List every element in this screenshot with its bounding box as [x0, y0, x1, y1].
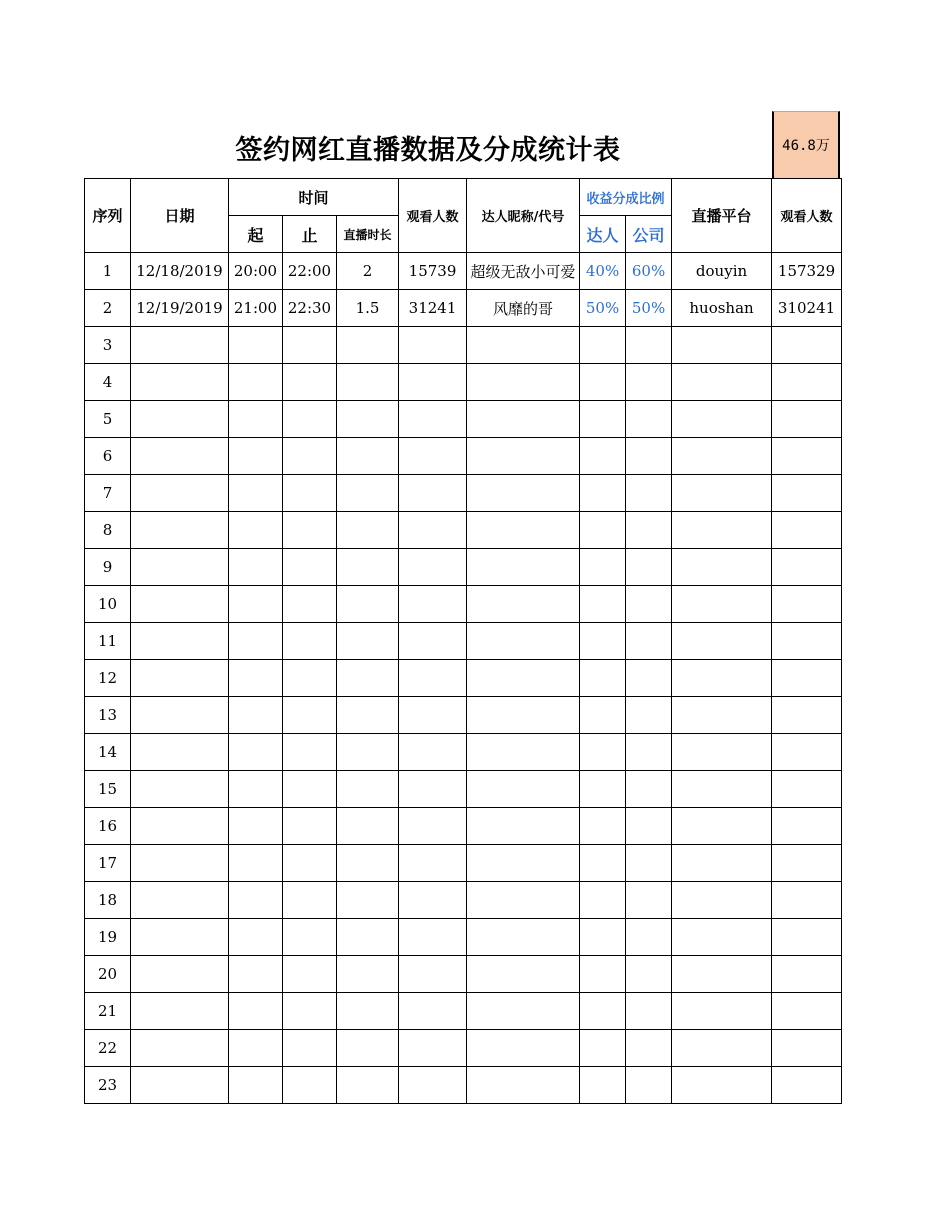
- cell-index[interactable]: 6: [85, 438, 131, 475]
- cell-date[interactable]: [131, 327, 229, 364]
- cell-date[interactable]: [131, 438, 229, 475]
- cell-end[interactable]: 22:00: [283, 253, 337, 290]
- cell-company-pct[interactable]: [626, 734, 672, 771]
- table-row: [85, 660, 842, 697]
- cell-platform[interactable]: [672, 549, 772, 586]
- cell-end[interactable]: [283, 475, 337, 512]
- cell-influencer-pct[interactable]: [580, 697, 626, 734]
- cell-date[interactable]: [131, 364, 229, 401]
- cell-index[interactable]: 8: [85, 512, 131, 549]
- cell-start[interactable]: [229, 512, 283, 549]
- cell-company-pct[interactable]: [626, 956, 672, 993]
- cell-duration[interactable]: [337, 993, 399, 1030]
- cell-platform[interactable]: huoshan: [672, 290, 772, 327]
- cell-viewers[interactable]: [399, 993, 467, 1030]
- cell-viewers[interactable]: [399, 364, 467, 401]
- cell-platform[interactable]: [672, 808, 772, 845]
- cell-influencer-pct[interactable]: [580, 771, 626, 808]
- cell-influencer-pct[interactable]: [580, 845, 626, 882]
- table-row: [85, 475, 842, 512]
- cell-company-pct[interactable]: [626, 327, 672, 364]
- cell-end[interactable]: 22:30: [283, 290, 337, 327]
- cell-start[interactable]: [229, 808, 283, 845]
- table-row: [85, 586, 842, 623]
- cell-platform[interactable]: [672, 734, 772, 771]
- cell-start[interactable]: [229, 697, 283, 734]
- cell-end[interactable]: [283, 549, 337, 586]
- cell-date[interactable]: [131, 549, 229, 586]
- cell-index[interactable]: 12: [85, 660, 131, 697]
- cell-index[interactable]: 15: [85, 771, 131, 808]
- cell-duration[interactable]: [337, 1030, 399, 1067]
- cell-company-pct[interactable]: [626, 475, 672, 512]
- cell-influencer-pct[interactable]: [580, 1067, 626, 1104]
- cell-company-pct[interactable]: [626, 512, 672, 549]
- cell-end[interactable]: [283, 512, 337, 549]
- table-row: [85, 623, 842, 660]
- table-row: [85, 993, 842, 1030]
- cell-duration[interactable]: [337, 549, 399, 586]
- cell-platform[interactable]: [672, 623, 772, 660]
- cell-end[interactable]: [283, 1030, 337, 1067]
- cell-platform[interactable]: [672, 660, 772, 697]
- cell-duration[interactable]: [337, 1067, 399, 1104]
- cell-influencer-pct[interactable]: [580, 993, 626, 1030]
- cell-nickname[interactable]: 风靡的哥: [467, 290, 580, 327]
- cell-platform[interactable]: [672, 956, 772, 993]
- cell-end[interactable]: [283, 771, 337, 808]
- cell-platform-viewers[interactable]: [772, 734, 842, 771]
- cell-influencer-pct[interactable]: [580, 512, 626, 549]
- cell-end[interactable]: [283, 364, 337, 401]
- cell-platform[interactable]: [672, 438, 772, 475]
- cell-index[interactable]: 17: [85, 845, 131, 882]
- cell-end[interactable]: [283, 993, 337, 1030]
- cell-duration[interactable]: [337, 475, 399, 512]
- cell-platform[interactable]: douyin: [672, 253, 772, 290]
- cell-influencer-pct[interactable]: [580, 475, 626, 512]
- header-start[interactable]: 起: [229, 216, 283, 253]
- cell-viewers[interactable]: [399, 771, 467, 808]
- cell-company-pct[interactable]: [626, 401, 672, 438]
- cell-start[interactable]: [229, 734, 283, 771]
- cell-nickname[interactable]: [467, 401, 580, 438]
- cell-index[interactable]: 10: [85, 586, 131, 623]
- cell-viewers[interactable]: [399, 956, 467, 993]
- cell-nickname[interactable]: [467, 549, 580, 586]
- cell-platform-viewers[interactable]: [772, 401, 842, 438]
- cell-index[interactable]: 4: [85, 364, 131, 401]
- cell-company-pct[interactable]: [626, 364, 672, 401]
- cell-platform-viewers[interactable]: [772, 327, 842, 364]
- cell-index[interactable]: 5: [85, 401, 131, 438]
- cell-index[interactable]: 19: [85, 919, 131, 956]
- cell-nickname[interactable]: [467, 586, 580, 623]
- cell-viewers[interactable]: [399, 549, 467, 586]
- header-revenue-share[interactable]: 收益分成比例: [580, 179, 672, 216]
- cell-platform-viewers[interactable]: [772, 845, 842, 882]
- cell-platform-viewers[interactable]: [772, 364, 842, 401]
- table-row: [85, 808, 842, 845]
- cell-nickname[interactable]: [467, 845, 580, 882]
- cell-start[interactable]: [229, 1067, 283, 1104]
- table-body: [85, 253, 842, 1104]
- cell-influencer-pct[interactable]: [580, 660, 626, 697]
- cell-start[interactable]: 21:00: [229, 290, 283, 327]
- cell-company-pct[interactable]: [626, 919, 672, 956]
- cell-platform[interactable]: [672, 512, 772, 549]
- data-table: [84, 178, 842, 1104]
- cell-nickname[interactable]: [467, 697, 580, 734]
- cell-nickname[interactable]: [467, 919, 580, 956]
- cell-nickname[interactable]: [467, 1030, 580, 1067]
- cell-date[interactable]: [131, 660, 229, 697]
- cell-end[interactable]: [283, 734, 337, 771]
- table-row: [85, 364, 842, 401]
- cell-platform-viewers[interactable]: 157329: [772, 253, 842, 290]
- cell-start[interactable]: [229, 660, 283, 697]
- cell-viewers[interactable]: [399, 882, 467, 919]
- cell-platform-viewers[interactable]: [772, 808, 842, 845]
- table-row: [85, 1030, 842, 1067]
- cell-index[interactable]: 11: [85, 623, 131, 660]
- cell-duration[interactable]: 1.5: [337, 290, 399, 327]
- cell-date[interactable]: [131, 475, 229, 512]
- cell-company-pct[interactable]: [626, 845, 672, 882]
- cell-date[interactable]: [131, 623, 229, 660]
- cell-duration[interactable]: [337, 697, 399, 734]
- cell-company-pct[interactable]: [626, 771, 672, 808]
- cell-platform[interactable]: [672, 771, 772, 808]
- cell-duration[interactable]: [337, 734, 399, 771]
- cell-duration[interactable]: [337, 956, 399, 993]
- cell-company-pct[interactable]: [626, 586, 672, 623]
- cell-company-pct[interactable]: [626, 660, 672, 697]
- header-end[interactable]: 止: [283, 216, 337, 253]
- cell-platform-viewers[interactable]: [772, 438, 842, 475]
- cell-influencer-pct[interactable]: [580, 438, 626, 475]
- header-nickname[interactable]: 达人昵称/代号: [467, 179, 580, 253]
- cell-date[interactable]: 12/18/2019: [131, 253, 229, 290]
- cell-platform[interactable]: [672, 882, 772, 919]
- cell-index[interactable]: 20: [85, 956, 131, 993]
- cell-start[interactable]: [229, 956, 283, 993]
- cell-platform-viewers[interactable]: [772, 697, 842, 734]
- cell-index[interactable]: 1: [85, 253, 131, 290]
- cell-duration[interactable]: [337, 845, 399, 882]
- table-row: [85, 697, 842, 734]
- cell-duration[interactable]: [337, 364, 399, 401]
- cell-nickname[interactable]: [467, 327, 580, 364]
- cell-duration[interactable]: [337, 660, 399, 697]
- cell-influencer-pct[interactable]: [580, 401, 626, 438]
- cell-duration[interactable]: [337, 882, 399, 919]
- cell-company-pct[interactable]: [626, 1030, 672, 1067]
- cell-influencer-pct[interactable]: [580, 808, 626, 845]
- cell-index[interactable]: 18: [85, 882, 131, 919]
- cell-influencer-pct[interactable]: [580, 734, 626, 771]
- cell-end[interactable]: [283, 327, 337, 364]
- cell-start[interactable]: [229, 364, 283, 401]
- cell-influencer-pct[interactable]: 50%: [580, 290, 626, 327]
- cell-index[interactable]: 23: [85, 1067, 131, 1104]
- cell-index[interactable]: 16: [85, 808, 131, 845]
- cell-viewers[interactable]: [399, 623, 467, 660]
- cell-platform[interactable]: [672, 364, 772, 401]
- cell-company-pct[interactable]: [626, 549, 672, 586]
- cell-platform[interactable]: [672, 401, 772, 438]
- table-row: [85, 401, 842, 438]
- cell-index[interactable]: 3: [85, 327, 131, 364]
- cell-end[interactable]: [283, 623, 337, 660]
- cell-end[interactable]: [283, 808, 337, 845]
- cell-start[interactable]: [229, 401, 283, 438]
- table-row: [85, 771, 842, 808]
- cell-nickname[interactable]: [467, 660, 580, 697]
- cell-platform-viewers[interactable]: [772, 771, 842, 808]
- cell-start[interactable]: [229, 475, 283, 512]
- table-row: [85, 512, 842, 549]
- header-company[interactable]: 公司: [626, 216, 672, 253]
- header-index[interactable]: 序列: [85, 179, 131, 253]
- table-row: [85, 549, 842, 586]
- cell-duration[interactable]: [337, 623, 399, 660]
- cell-duration[interactable]: [337, 771, 399, 808]
- cell-start[interactable]: [229, 919, 283, 956]
- cell-nickname[interactable]: [467, 808, 580, 845]
- cell-end[interactable]: [283, 956, 337, 993]
- cell-platform[interactable]: [672, 1030, 772, 1067]
- table-row: [85, 327, 842, 364]
- cell-nickname[interactable]: [467, 364, 580, 401]
- cell-platform-viewers[interactable]: 310241: [772, 290, 842, 327]
- cell-influencer-pct[interactable]: [580, 623, 626, 660]
- cell-end[interactable]: [283, 845, 337, 882]
- cell-platform-viewers[interactable]: [772, 586, 842, 623]
- cell-influencer-pct[interactable]: 40%: [580, 253, 626, 290]
- cell-start[interactable]: [229, 845, 283, 882]
- table-row: [85, 734, 842, 771]
- cell-company-pct[interactable]: [626, 1067, 672, 1104]
- cell-platform-viewers[interactable]: [772, 882, 842, 919]
- cell-start[interactable]: [229, 586, 283, 623]
- cell-platform-viewers[interactable]: [772, 623, 842, 660]
- page-title: 签约网红直播数据及分成统计表: [235, 134, 621, 166]
- cell-viewers[interactable]: [399, 1030, 467, 1067]
- cell-platform[interactable]: [672, 327, 772, 364]
- cell-date[interactable]: [131, 993, 229, 1030]
- header-date[interactable]: 日期: [131, 179, 229, 253]
- cell-date[interactable]: [131, 919, 229, 956]
- cell-end[interactable]: [283, 586, 337, 623]
- cell-platform[interactable]: [672, 1067, 772, 1104]
- cell-platform-viewers[interactable]: [772, 919, 842, 956]
- cell-platform-viewers[interactable]: [772, 1030, 842, 1067]
- cell-nickname[interactable]: [467, 882, 580, 919]
- cell-company-pct[interactable]: [626, 697, 672, 734]
- cell-company-pct[interactable]: [626, 808, 672, 845]
- cell-company-pct[interactable]: [626, 438, 672, 475]
- cell-duration[interactable]: [337, 401, 399, 438]
- cell-viewers[interactable]: [399, 438, 467, 475]
- cell-platform-viewers[interactable]: [772, 993, 842, 1030]
- cell-nickname[interactable]: [467, 438, 580, 475]
- header-time[interactable]: 时间: [229, 179, 399, 216]
- cell-viewers[interactable]: [399, 808, 467, 845]
- cell-viewers[interactable]: [399, 919, 467, 956]
- cell-date[interactable]: [131, 401, 229, 438]
- cell-date[interactable]: [131, 771, 229, 808]
- table-row: [85, 956, 842, 993]
- cell-platform[interactable]: [672, 475, 772, 512]
- cell-company-pct[interactable]: 50%: [626, 290, 672, 327]
- cell-date[interactable]: [131, 1067, 229, 1104]
- cell-viewers[interactable]: [399, 845, 467, 882]
- table-row: [85, 1067, 842, 1104]
- cell-viewers[interactable]: [399, 512, 467, 549]
- cell-platform[interactable]: [672, 586, 772, 623]
- header-influencer[interactable]: 达人: [580, 216, 626, 253]
- cell-duration[interactable]: [337, 327, 399, 364]
- cell-viewers[interactable]: [399, 697, 467, 734]
- cell-date[interactable]: [131, 512, 229, 549]
- cell-date[interactable]: [131, 882, 229, 919]
- header-duration[interactable]: 直播时长: [337, 216, 399, 253]
- cell-company-pct[interactable]: 60%: [626, 253, 672, 290]
- cell-influencer-pct[interactable]: [580, 549, 626, 586]
- cell-nickname[interactable]: [467, 512, 580, 549]
- cell-start[interactable]: [229, 438, 283, 475]
- cell-start[interactable]: 20:00: [229, 253, 283, 290]
- table-row: [85, 438, 842, 475]
- cell-index[interactable]: 14: [85, 734, 131, 771]
- cell-nickname[interactable]: [467, 771, 580, 808]
- cell-duration[interactable]: [337, 512, 399, 549]
- cell-index[interactable]: 22: [85, 1030, 131, 1067]
- cell-date[interactable]: [131, 586, 229, 623]
- cell-start[interactable]: [229, 549, 283, 586]
- cell-nickname[interactable]: 超级无敌小可爱: [467, 253, 580, 290]
- header-viewers[interactable]: 观看人数: [399, 179, 467, 253]
- cell-nickname[interactable]: [467, 734, 580, 771]
- cell-start[interactable]: [229, 771, 283, 808]
- cell-viewers[interactable]: [399, 327, 467, 364]
- cell-start[interactable]: [229, 623, 283, 660]
- cell-date[interactable]: [131, 808, 229, 845]
- cell-index[interactable]: 7: [85, 475, 131, 512]
- cell-duration[interactable]: 2: [337, 253, 399, 290]
- cell-platform-viewers[interactable]: [772, 549, 842, 586]
- cell-date[interactable]: [131, 845, 229, 882]
- cell-viewers[interactable]: 15739: [399, 253, 467, 290]
- table-row: [85, 253, 842, 290]
- cell-date[interactable]: [131, 734, 229, 771]
- cell-date[interactable]: [131, 697, 229, 734]
- cell-start[interactable]: [229, 327, 283, 364]
- table-row: [85, 919, 842, 956]
- cell-platform-viewers[interactable]: [772, 660, 842, 697]
- cell-date[interactable]: [131, 1030, 229, 1067]
- cell-influencer-pct[interactable]: [580, 956, 626, 993]
- cell-viewers[interactable]: 31241: [399, 290, 467, 327]
- cell-date[interactable]: [131, 956, 229, 993]
- cell-company-pct[interactable]: [626, 882, 672, 919]
- cell-platform-viewers[interactable]: [772, 1067, 842, 1104]
- cell-end[interactable]: [283, 401, 337, 438]
- table-row: [85, 290, 842, 327]
- cell-company-pct[interactable]: [626, 623, 672, 660]
- cell-nickname[interactable]: [467, 993, 580, 1030]
- cell-platform-viewers[interactable]: [772, 475, 842, 512]
- cell-duration[interactable]: [337, 586, 399, 623]
- cell-influencer-pct[interactable]: [580, 882, 626, 919]
- cell-start[interactable]: [229, 882, 283, 919]
- cell-platform-viewers[interactable]: [772, 956, 842, 993]
- cell-nickname[interactable]: [467, 623, 580, 660]
- cell-nickname[interactable]: [467, 475, 580, 512]
- header-platform-viewers[interactable]: 观看人数: [772, 179, 842, 253]
- cell-duration[interactable]: [337, 919, 399, 956]
- total-viewers-cell[interactable]: 46.8万: [772, 111, 840, 178]
- cell-influencer-pct[interactable]: [580, 586, 626, 623]
- cell-viewers[interactable]: [399, 734, 467, 771]
- cell-company-pct[interactable]: [626, 993, 672, 1030]
- cell-platform[interactable]: [672, 697, 772, 734]
- cell-viewers[interactable]: [399, 401, 467, 438]
- cell-index[interactable]: 13: [85, 697, 131, 734]
- cell-end[interactable]: [283, 1067, 337, 1104]
- cell-platform[interactable]: [672, 993, 772, 1030]
- cell-index[interactable]: 2: [85, 290, 131, 327]
- header-platform[interactable]: 直播平台: [672, 179, 772, 253]
- cell-index[interactable]: 21: [85, 993, 131, 1030]
- cell-duration[interactable]: [337, 438, 399, 475]
- cell-duration[interactable]: [337, 808, 399, 845]
- cell-start[interactable]: [229, 993, 283, 1030]
- cell-nickname[interactable]: [467, 956, 580, 993]
- cell-start[interactable]: [229, 1030, 283, 1067]
- cell-platform[interactable]: [672, 919, 772, 956]
- cell-end[interactable]: [283, 882, 337, 919]
- cell-end[interactable]: [283, 438, 337, 475]
- cell-influencer-pct[interactable]: [580, 327, 626, 364]
- cell-date[interactable]: 12/19/2019: [131, 290, 229, 327]
- table-row: [85, 882, 842, 919]
- cell-end[interactable]: [283, 697, 337, 734]
- cell-viewers[interactable]: [399, 586, 467, 623]
- cell-nickname[interactable]: [467, 1067, 580, 1104]
- cell-index[interactable]: 9: [85, 549, 131, 586]
- cell-influencer-pct[interactable]: [580, 364, 626, 401]
- cell-end[interactable]: [283, 919, 337, 956]
- cell-end[interactable]: [283, 660, 337, 697]
- cell-viewers[interactable]: [399, 475, 467, 512]
- cell-influencer-pct[interactable]: [580, 919, 626, 956]
- cell-platform[interactable]: [672, 845, 772, 882]
- cell-viewers[interactable]: [399, 1067, 467, 1104]
- cell-platform-viewers[interactable]: [772, 512, 842, 549]
- table-row: [85, 845, 842, 882]
- cell-viewers[interactable]: [399, 660, 467, 697]
- cell-influencer-pct[interactable]: [580, 1030, 626, 1067]
